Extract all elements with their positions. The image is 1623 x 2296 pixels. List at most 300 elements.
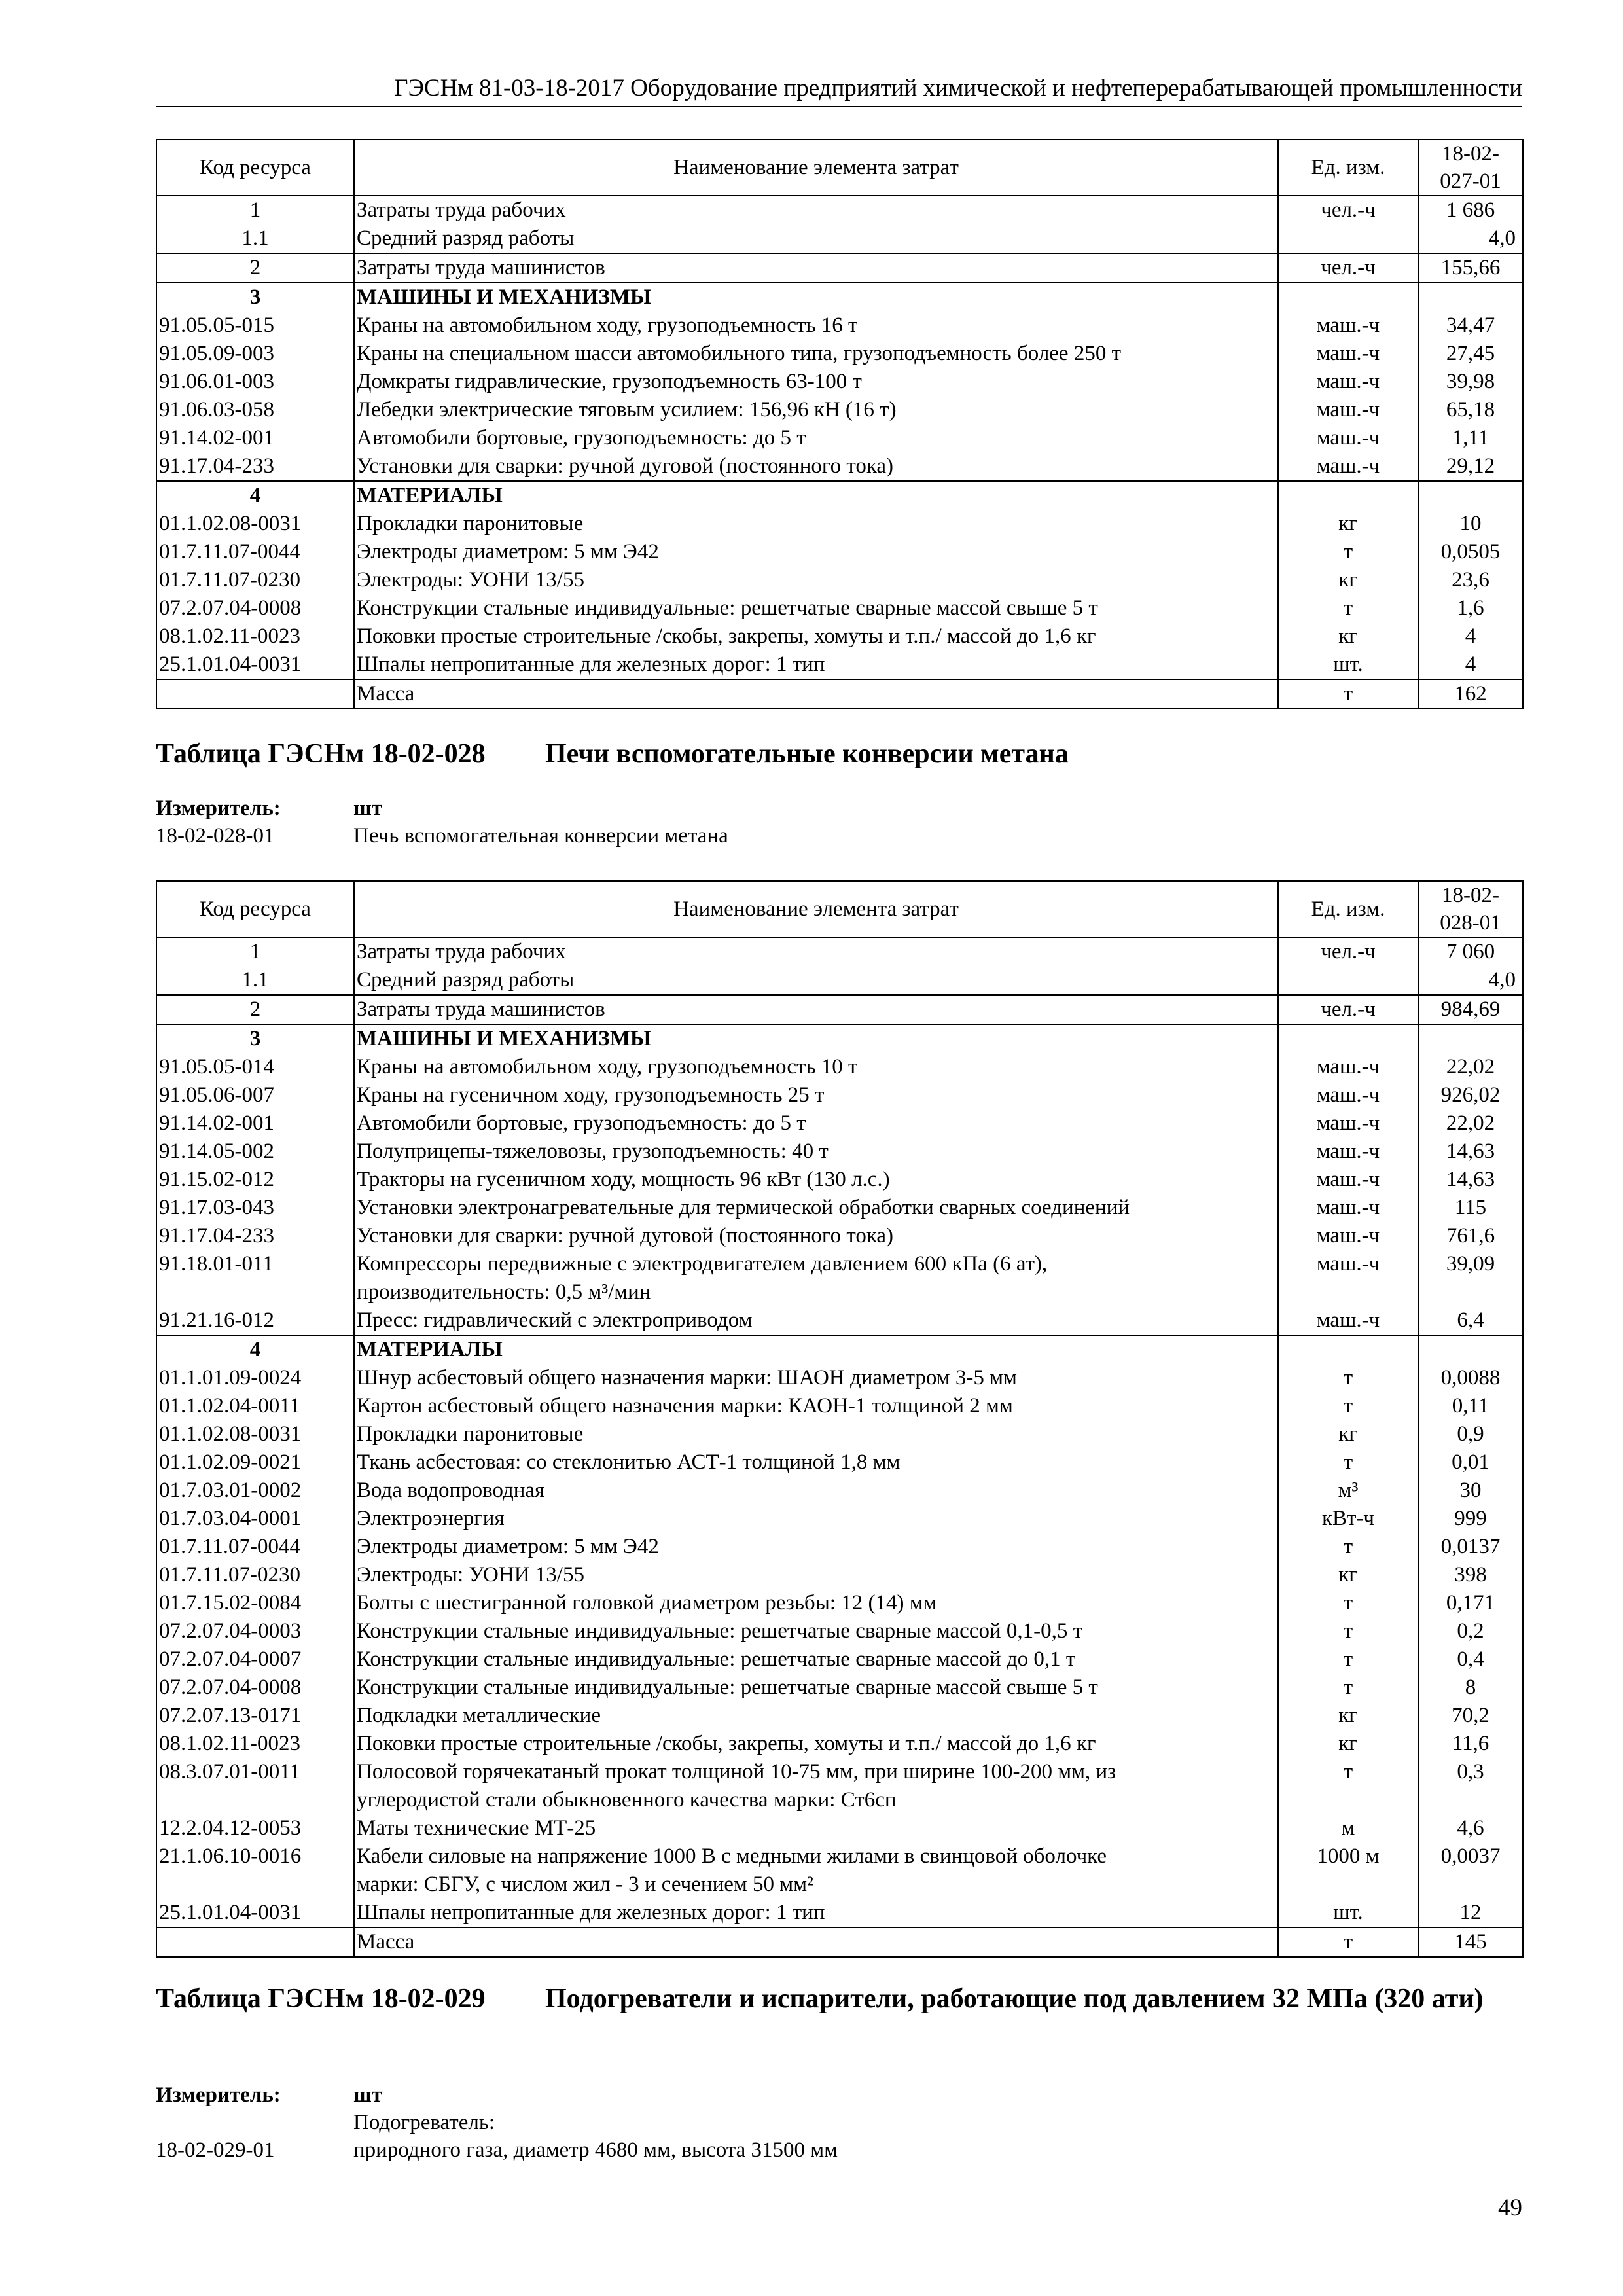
table-row [156,1589,1523,1617]
cell-name-text: МАШИНЫ И МЕХАНИЗМЫ [357,1027,652,1050]
cell-value: 4 [1418,622,1523,651]
cell-unit: маш.-ч [1278,312,1418,340]
resource-table-18-02-027 [156,139,1524,709]
cell-name-text: Конструкции стальные индивидуальные: решетчатые сварные массой 0,1-0,5 т [357,1619,1083,1643]
cell-name [354,1477,1278,1505]
table-row [156,1477,1523,1505]
cell-code: 07.2.07.04-0003 [156,1617,354,1645]
cell-value: 4,0 [1418,966,1523,995]
cell-code: 91.18.01-011 [156,1250,354,1306]
table-row [156,1702,1523,1730]
col-header-code: Код ресурса [156,881,354,937]
cell-value [1418,283,1523,312]
cell-name [354,1364,1278,1392]
cell-name-text: Масса [357,1930,415,1954]
table-row [156,1448,1523,1477]
cell-name-text: МАТЕРИАЛЫ [357,1338,503,1361]
cell-value: 0,0037 [1418,1842,1523,1899]
cell-code: 2 [156,253,354,283]
cell-value [1418,481,1523,510]
col-header-unit: Ед. изм. [1278,881,1418,937]
cell-name [354,1589,1278,1617]
cell-code: 1.1 [156,224,354,253]
cell-name-text: Затраты труда машинистов [357,256,605,279]
cell-name-continuation: углеродистой стали обыкновенного качества марки: Ст6сп [357,1788,897,1812]
table-row [156,396,1523,424]
cell-name [354,594,1278,622]
cell-unit: т [1278,1928,1418,1957]
cell-name-text: Шпалы непропитанные для железных дорог: 1 тип [357,653,825,676]
table-row [156,1842,1523,1899]
table-row [156,538,1523,566]
measure-unit: шт [353,797,383,820]
cell-code: 91.06.01-003 [156,368,354,396]
cell-name-text: Средний разряд работы [357,968,575,992]
cell-code: 01.7.03.04-0001 [156,1505,354,1533]
table-row [156,1109,1523,1138]
cell-name-text: Шпалы непропитанные для железных дорог: 1 тип [357,1901,825,1924]
cell-name [354,679,1278,709]
cell-value [1418,1024,1523,1053]
cell-unit: маш.-ч [1278,1194,1418,1222]
cell-unit: маш.-ч [1278,1306,1418,1335]
cell-name [354,1166,1278,1194]
cell-name [354,566,1278,594]
table-row [156,1899,1523,1928]
cell-unit: маш.-ч [1278,1166,1418,1194]
cell-name-text: Краны на автомобильном ходу, грузоподъемность 10 т [357,1055,858,1079]
cell-unit: кг [1278,1702,1418,1730]
cell-unit: маш.-ч [1278,1081,1418,1109]
cell-name-text: Полуприцепы-тяжеловозы, грузоподъемность: 40 т [357,1139,829,1163]
cell-unit: маш.-ч [1278,424,1418,452]
cell-code: 91.17.04-233 [156,1222,354,1250]
cell-code: 01.7.11.07-0230 [156,566,354,594]
cell-name [354,1194,1278,1222]
cell-unit [1278,283,1418,312]
cell-name-text: Конструкции стальные индивидуальные: решетчатые сварные массой свыше 5 т [357,596,1098,620]
cell-value: 22,02 [1418,1109,1523,1138]
measure-code: 18-02-028-01 [156,824,275,848]
cell-name [354,1814,1278,1842]
table-row [156,1194,1523,1222]
cell-name [354,1842,1278,1899]
cell-value: 145 [1418,1928,1523,1957]
cell-code: 91.05.05-015 [156,312,354,340]
cell-name [354,1053,1278,1081]
table-row [156,1392,1523,1420]
cell-name [354,196,1278,224]
cell-name [354,510,1278,538]
cell-name [354,1306,1278,1335]
cell-value: 926,02 [1418,1081,1523,1109]
cell-value: 14,63 [1418,1166,1523,1194]
cell-name-text: Краны на гусеничном ходу, грузоподъемность 25 т [357,1083,825,1107]
cell-name-text: Затраты труда рабочих [357,198,566,222]
col-header-value: 18-02- 028-01 [1418,881,1523,937]
cell-unit: маш.-ч [1278,368,1418,396]
cell-unit: м [1278,1814,1418,1842]
cell-name-text: Ткань асбестовая: со стеклонитью АСТ-1 толщиной 1,8 мм [357,1450,901,1474]
cell-unit: м³ [1278,1477,1418,1505]
cell-unit: маш.-ч [1278,1109,1418,1138]
cell-value: 0,01 [1418,1448,1523,1477]
cell-name-text: Поковки простые строительные /скобы, закрепы, хомуты и т.п./ массой до 1,6 кг [357,1732,1096,1755]
cell-unit [1278,1335,1418,1364]
cell-value: 0,3 [1418,1758,1523,1814]
cell-value: 70,2 [1418,1702,1523,1730]
cell-name [354,1081,1278,1109]
cell-value: 115 [1418,1194,1523,1222]
cell-code: 21.1.06.10-0016 [156,1842,354,1899]
cell-code: 1.1 [156,966,354,995]
cell-name-continuation: производительность: 0,5 м³/мин [357,1280,651,1304]
table-row [156,1645,1523,1674]
cell-code: 07.2.07.04-0007 [156,1645,354,1674]
table-row [156,253,1523,283]
cell-name [354,1561,1278,1589]
cell-name [354,452,1278,481]
cell-name-text: Затраты труда машинистов [357,997,605,1021]
table-row [156,368,1523,396]
cell-unit: т [1278,1758,1418,1814]
cell-unit: т [1278,1364,1418,1392]
cell-name-text: Прокладки паронитовые [357,512,584,535]
cell-value: 155,66 [1418,253,1523,283]
cell-name-text: Установки для сварки: ручной дуговой (постоянного тока) [357,454,894,478]
cell-unit: маш.-ч [1278,1222,1418,1250]
table-row [156,1505,1523,1533]
table-row [156,1814,1523,1842]
cell-code: 01.1.02.08-0031 [156,510,354,538]
cell-value: 162 [1418,679,1523,709]
table-row [156,452,1523,481]
cell-name [354,340,1278,368]
cell-value: 398 [1418,1561,1523,1589]
cell-unit: маш.-ч [1278,1138,1418,1166]
col-header-unit: Ед. изм. [1278,139,1418,196]
cell-value: 7 060 [1418,937,1523,966]
cell-unit: маш.-ч [1278,396,1418,424]
cell-code: 91.05.05-014 [156,1053,354,1081]
table-row [156,1758,1523,1814]
table-row [156,966,1523,995]
table-row [156,1617,1523,1645]
cell-code: 07.2.07.04-0008 [156,594,354,622]
cell-unit: чел.-ч [1278,995,1418,1024]
cell-unit: кг [1278,510,1418,538]
cell-unit: кг [1278,566,1418,594]
cell-unit: т [1278,1589,1418,1617]
cell-name-text: Тракторы на гусеничном ходу, мощность 96 кВт (130 л.с.) [357,1168,890,1191]
cell-name-text: Кабели силовые на напряжение 1000 В с медными жилами в свинцовой оболочке [357,1844,1107,1868]
cell-name-text: Прокладки паронитовые [357,1422,584,1446]
cell-value: 0,9 [1418,1420,1523,1448]
cell-name-text: Электроды диаметром: 5 мм Э42 [357,540,659,564]
cell-name [354,1335,1278,1364]
table-row [156,1730,1523,1758]
cell-unit: кг [1278,622,1418,651]
table-row [156,937,1523,966]
cell-name-text: Установки электронагревательные для термической обработки сварных соединений [357,1196,1130,1219]
cell-name [354,312,1278,340]
cell-value: 1,6 [1418,594,1523,622]
cell-unit: маш.-ч [1278,340,1418,368]
cell-name [354,622,1278,651]
cell-unit: шт. [1278,1899,1418,1928]
cell-name-text: Краны на автомобильном ходу, грузоподъемность 16 т [357,314,858,337]
cell-name-continuation: марки: СБГУ, с числом жил - 3 и сечением 50 мм² [357,1873,813,1896]
cell-code: 91.05.09-003 [156,340,354,368]
cell-unit: т [1278,679,1418,709]
cell-name-text: Конструкции стальные индивидуальные: решетчатые сварные массой свыше 5 т [357,1676,1098,1699]
cell-value: 4 [1418,651,1523,679]
cell-name [354,396,1278,424]
cell-name-text: Автомобили бортовые, грузоподъемность: до 5 т [357,426,806,450]
cell-code: 01.1.01.09-0024 [156,1364,354,1392]
table-row [156,1420,1523,1448]
cell-name-text: МАТЕРИАЛЫ [357,484,503,507]
page-header: ГЭСНм 81-03-18-2017 Оборудование предприятий химической и нефтеперерабатывающей промышленности [156,73,1522,107]
cell-name [354,1533,1278,1561]
cell-value: 29,12 [1418,452,1523,481]
cell-code: 12.2.04.12-0053 [156,1814,354,1842]
cell-name [354,995,1278,1024]
cell-name [354,651,1278,679]
cell-unit: т [1278,1674,1418,1702]
cell-value: 0,4 [1418,1645,1523,1674]
cell-name-text: Электроды: УОНИ 13/55 [357,568,584,592]
table-row [156,651,1523,679]
cell-value: 12 [1418,1899,1523,1928]
cell-unit: кг [1278,1420,1418,1448]
cell-value: 39,09 [1418,1250,1523,1306]
measure-name: Печь вспомогательная конверсии метана [353,824,728,848]
cell-name [354,1024,1278,1053]
cell-code: 3 [156,1024,354,1053]
cell-name [354,1505,1278,1533]
table-row [156,481,1523,510]
cell-code: 25.1.01.04-0031 [156,651,354,679]
table-heading: Подогреватели и испарители, работающие под давлением 32 МПа (320 ати) [545,1984,1484,2014]
cell-code: 08.1.02.11-0023 [156,622,354,651]
table-row [156,424,1523,452]
table-row [156,196,1523,224]
cell-name-text: Установки для сварки: ручной дуговой (постоянного тока) [357,1224,894,1247]
cell-code: 01.7.15.02-0084 [156,1589,354,1617]
table-row [156,1306,1523,1335]
cell-unit: кг [1278,1730,1418,1758]
cell-name-text: Средний разряд работы [357,226,575,250]
cell-unit [1278,966,1418,995]
cell-code: 4 [156,1335,354,1364]
cell-code: 01.1.02.08-0031 [156,1420,354,1448]
cell-unit: чел.-ч [1278,253,1418,283]
cell-code: 91.17.04-233 [156,452,354,481]
cell-name-text: Подкладки металлические [357,1704,601,1727]
cell-value: 8 [1418,1674,1523,1702]
cell-name [354,1730,1278,1758]
cell-unit: т [1278,1645,1418,1674]
cell-value: 0,2 [1418,1617,1523,1645]
cell-unit: т [1278,1533,1418,1561]
cell-value: 27,45 [1418,340,1523,368]
cell-value: 1 686 [1418,196,1523,224]
cell-code: 91.06.03-058 [156,396,354,424]
table-row [156,283,1523,312]
cell-value: 4,6 [1418,1814,1523,1842]
cell-name-text: Электроды: УОНИ 13/55 [357,1563,584,1587]
cell-code: 08.3.07.01-0011 [156,1758,354,1814]
cell-code: 4 [156,481,354,510]
table-row [156,995,1523,1024]
cell-value: 0,11 [1418,1392,1523,1420]
cell-unit: т [1278,1617,1418,1645]
table-body [156,937,1523,1957]
cell-name-text: Болты с шестигранной головкой диаметром резьбы: 12 (14) мм [357,1591,937,1615]
cell-code: 91.17.03-043 [156,1194,354,1222]
table-row [156,1081,1523,1109]
cell-code: 91.21.16-012 [156,1306,354,1335]
table-row [156,622,1523,651]
table-row [156,1364,1523,1392]
cell-unit: кВт-ч [1278,1505,1418,1533]
cell-name [354,966,1278,995]
cell-unit: т [1278,1392,1418,1420]
cell-name-text: МАШИНЫ И МЕХАНИЗМЫ [357,285,652,309]
cell-unit [1278,224,1418,253]
cell-value: 0,171 [1418,1589,1523,1617]
cell-name-text: Пресс: гидравлический с электроприводом [357,1308,753,1332]
cell-name [354,283,1278,312]
cell-name-text: Вода водопроводная [357,1479,545,1502]
col-header-value: 18-02- 027-01 [1418,139,1523,196]
table-row [156,594,1523,622]
cell-code: 01.1.02.04-0011 [156,1392,354,1420]
cell-name [354,1392,1278,1420]
cell-value: 39,98 [1418,368,1523,396]
col-header-name: Наименование элемента затрат [354,881,1278,937]
cell-code: 07.2.07.04-0008 [156,1674,354,1702]
table-heading: Печи вспомогательные конверсии метана [545,739,1069,769]
cell-value [1418,1335,1523,1364]
cell-name-text: Маты технические МТ-25 [357,1816,596,1840]
cell-name [354,1702,1278,1730]
cell-code: 01.7.11.07-0230 [156,1561,354,1589]
cell-code [156,1928,354,1957]
cell-name [354,368,1278,396]
cell-name [354,1645,1278,1674]
cell-value: 761,6 [1418,1222,1523,1250]
table-row [156,1561,1523,1589]
cell-name [354,224,1278,253]
cell-name [354,1448,1278,1477]
table-row [156,510,1523,538]
table-row [156,1138,1523,1166]
cell-unit: чел.-ч [1278,937,1418,966]
measure-group: Подогреватель: [353,2111,495,2134]
cell-name [354,1109,1278,1138]
cell-name-text: Затраты труда рабочих [357,940,566,963]
cell-name [354,1758,1278,1814]
cell-unit [1278,481,1418,510]
measure-label: Измеритель: [156,797,281,820]
measure-label: Измеритель: [156,2083,281,2107]
cell-unit: кг [1278,1561,1418,1589]
cell-code: 01.7.11.07-0044 [156,1533,354,1561]
cell-name [354,1138,1278,1166]
cell-name-text: Лебедки электрические тяговым усилием: 156,96 кН (16 т) [357,398,897,422]
cell-name [354,253,1278,283]
cell-value: 30 [1418,1477,1523,1505]
cell-value: 10 [1418,510,1523,538]
cell-unit: чел.-ч [1278,196,1418,224]
table-number: Таблица ГЭСНм 18-02-029 [156,1984,486,2014]
cell-code: 91.15.02-012 [156,1166,354,1194]
cell-code: 91.05.06-007 [156,1081,354,1109]
cell-name-text: Полосовой горячекатаный прокат толщиной 10-75 мм, при ширине 100-200 мм, из [357,1760,1116,1784]
cell-code: 01.7.03.01-0002 [156,1477,354,1505]
table-row [156,679,1523,709]
table-row [156,340,1523,368]
resource-table-18-02-028 [156,880,1524,1958]
cell-value: 22,02 [1418,1053,1523,1081]
page-number: 49 [1498,2195,1522,2221]
cell-value: 6,4 [1418,1306,1523,1335]
cell-unit [1278,1024,1418,1053]
cell-code: 91.14.02-001 [156,1109,354,1138]
cell-name [354,1674,1278,1702]
measure-name: природного газа, диаметр 4680 мм, высота 31500 мм [353,2138,838,2162]
cell-code [156,679,354,709]
cell-unit: маш.-ч [1278,452,1418,481]
cell-name [354,1420,1278,1448]
cell-name-text: Краны на специальном шасси автомобильного типа, грузоподъемность более 250 т [357,342,1122,365]
col-header-code: Код ресурса [156,139,354,196]
cell-value: 14,63 [1418,1138,1523,1166]
cell-value: 4,0 [1418,224,1523,253]
cell-unit: т [1278,1448,1418,1477]
cell-name-text: Шнур асбестовый общего назначения марки: ШАОН диаметром 3-5 мм [357,1366,1017,1390]
cell-name [354,1250,1278,1306]
cell-code: 01.7.11.07-0044 [156,538,354,566]
cell-unit: шт. [1278,651,1418,679]
cell-unit: 1000 м [1278,1842,1418,1899]
measure-unit: шт [353,2083,383,2107]
cell-name-text: Конструкции стальные индивидуальные: решетчатые сварные массой до 0,1 т [357,1647,1076,1671]
table-row [156,1928,1523,1957]
cell-name-text: Домкраты гидравлические, грузоподъемность 63-100 т [357,370,862,393]
cell-value: 23,6 [1418,566,1523,594]
cell-name [354,481,1278,510]
table-row [156,224,1523,253]
table-row [156,1533,1523,1561]
cell-value: 984,69 [1418,995,1523,1024]
cell-name [354,538,1278,566]
cell-name [354,1928,1278,1957]
cell-unit: маш.-ч [1278,1053,1418,1081]
cell-unit: т [1278,594,1418,622]
table-row [156,1222,1523,1250]
table-row [156,1335,1523,1364]
cell-name-text: Компрессоры передвижные с электродвигателем давлением 600 кПа (6 ат), [357,1252,1048,1276]
cell-value: 0,0137 [1418,1533,1523,1561]
cell-code: 07.2.07.13-0171 [156,1702,354,1730]
table-row [156,1024,1523,1053]
cell-code: 2 [156,995,354,1024]
cell-name-text: Автомобили бортовые, грузоподъемность: до 5 т [357,1111,806,1135]
cell-name-text: Поковки простые строительные /скобы, закрепы, хомуты и т.п./ массой до 1,6 кг [357,624,1096,648]
